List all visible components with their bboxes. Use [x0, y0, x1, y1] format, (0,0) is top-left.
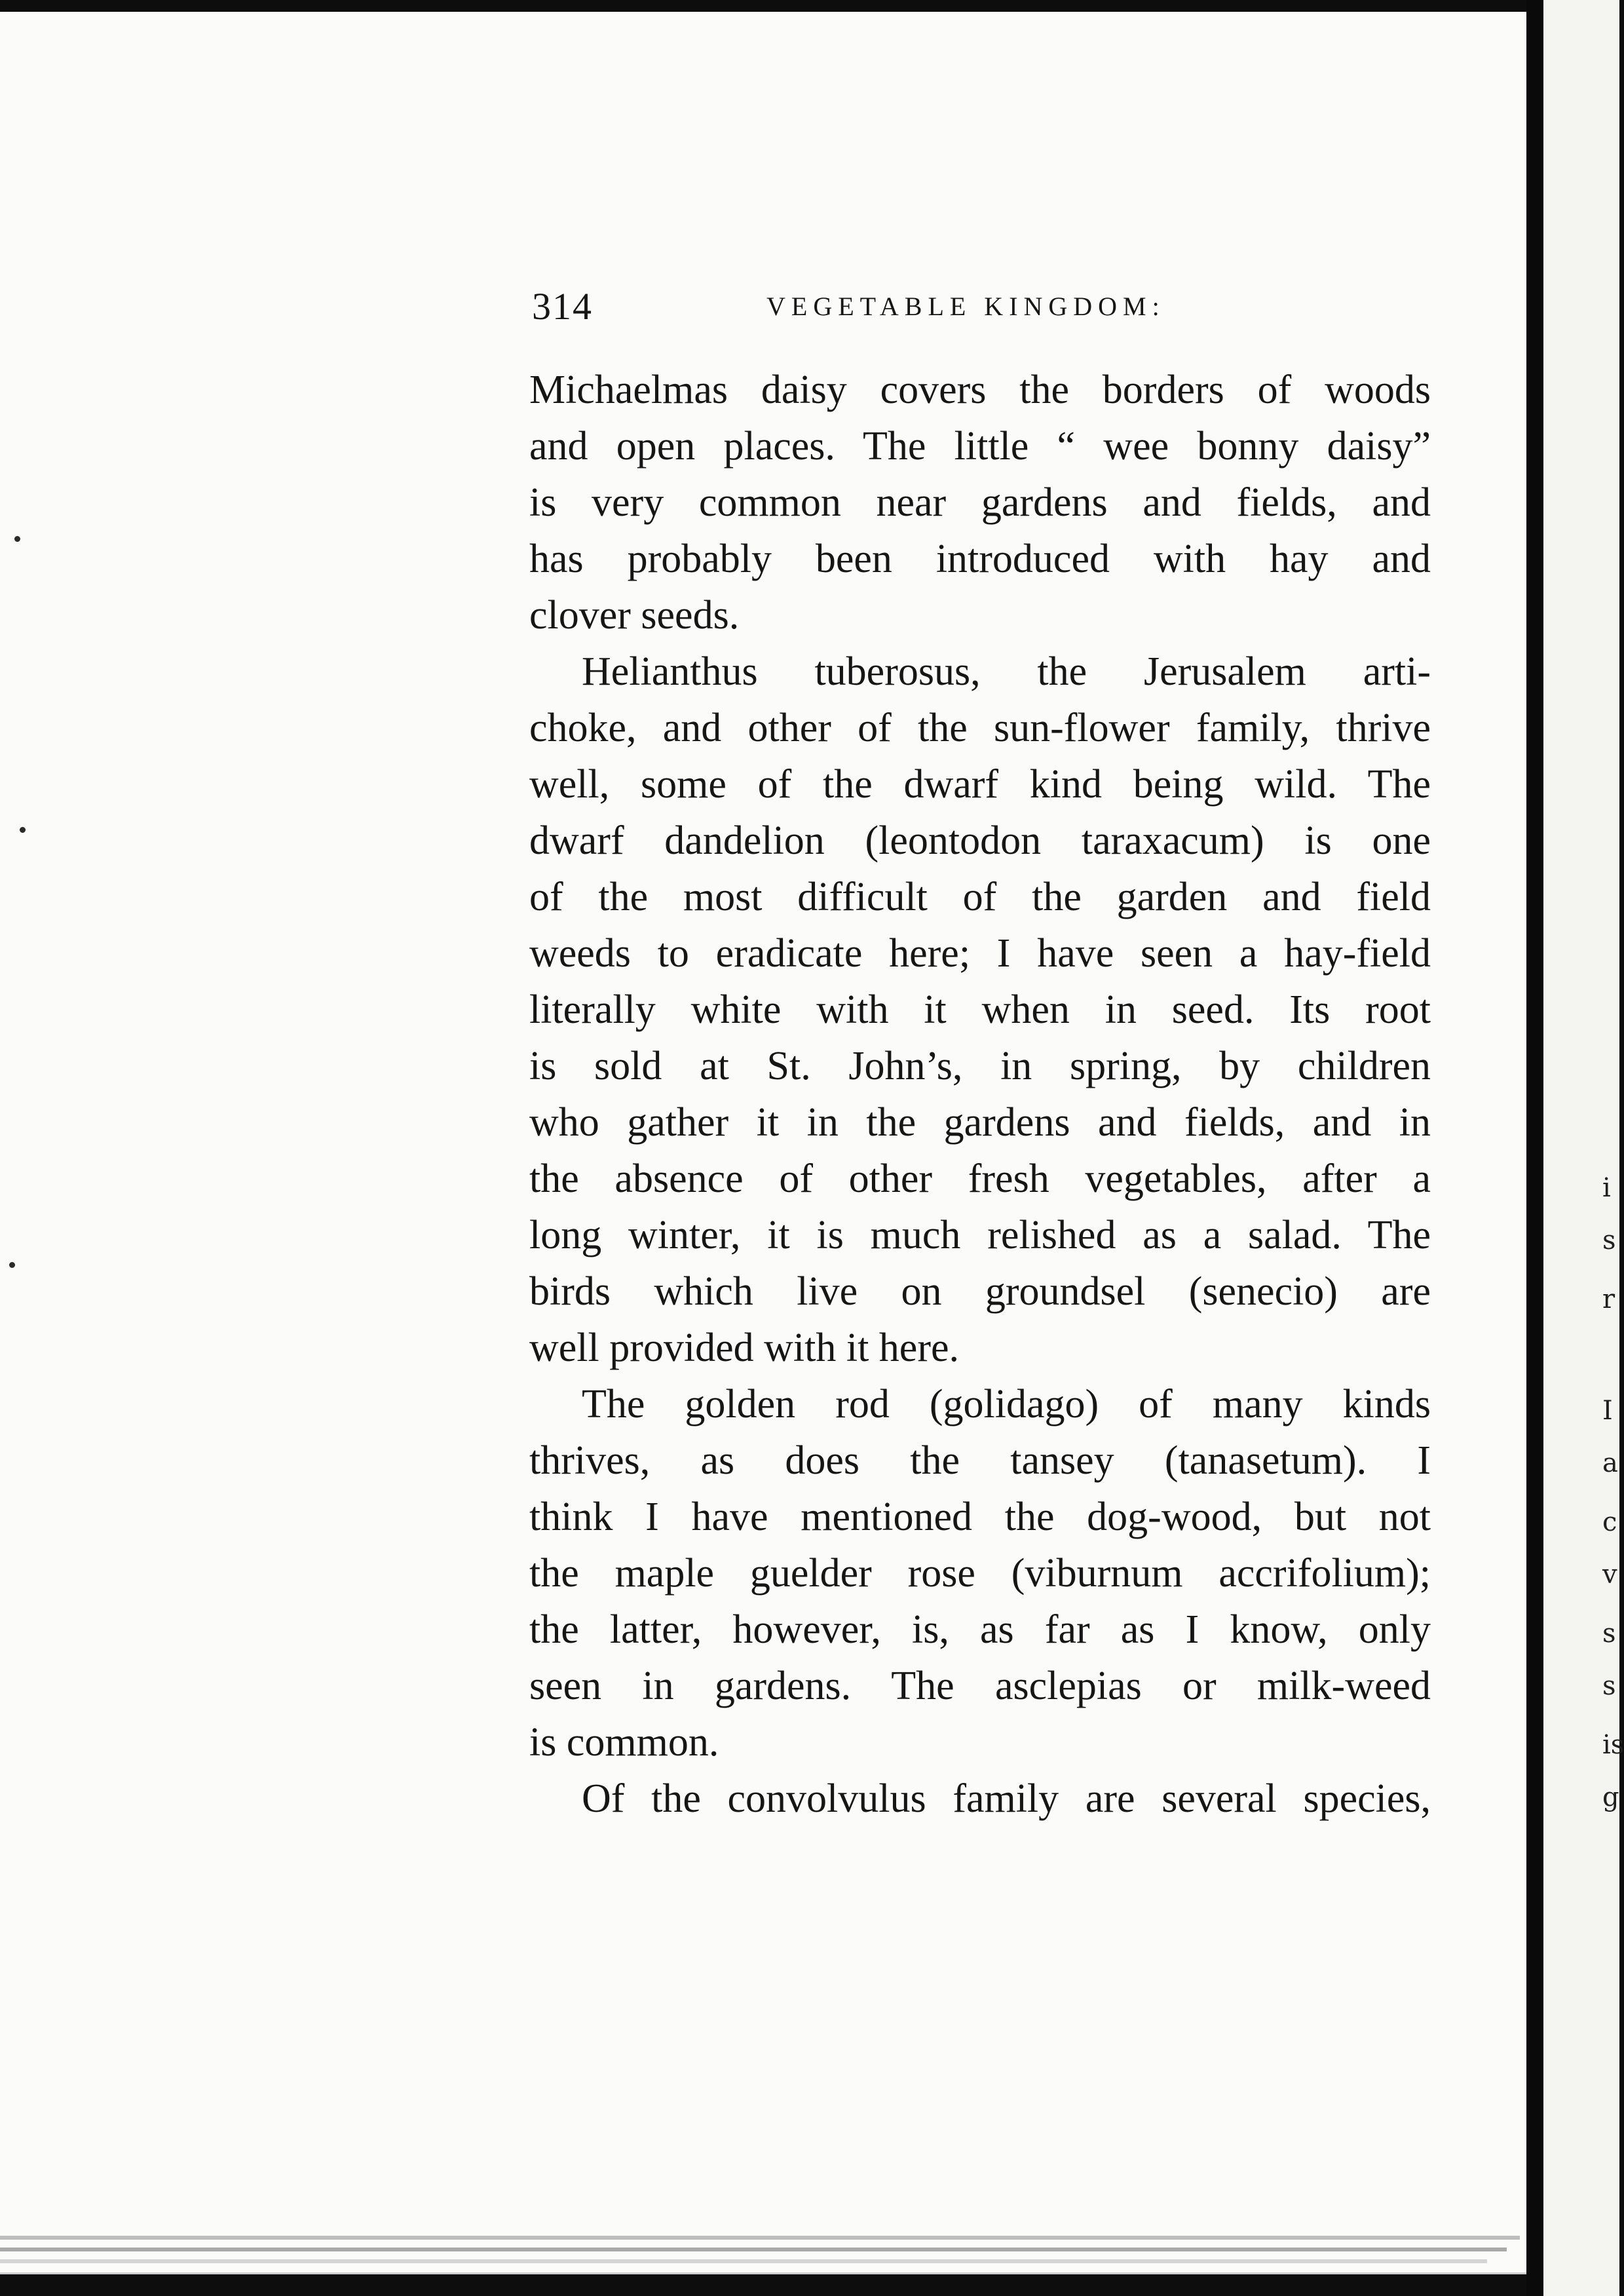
- book-gutter: [1526, 0, 1543, 2296]
- facing-page-edge: [1543, 0, 1619, 2296]
- text-line: birds which live on groundsel (senecio) are: [529, 1269, 1431, 1314]
- text-line: dwarf dandelion (leontodon taraxacum) is one: [529, 818, 1431, 863]
- page-number: 314: [532, 285, 593, 328]
- book-page: [0, 12, 1526, 2274]
- text-line: The golden rod (golidago) of many kinds: [582, 1382, 1431, 1426]
- facing-page-glyph: is: [1602, 1730, 1624, 1760]
- text-line: the latter, however, is, as far as I know, only: [529, 1607, 1431, 1652]
- facing-page-glyph: v: [1602, 1559, 1617, 1590]
- text-line: thrives, as does the tansey (tanasetum). I: [529, 1438, 1431, 1483]
- body-text: [529, 362, 1431, 1827]
- text-line: is common.: [529, 1720, 719, 1765]
- running-head: [532, 284, 1449, 330]
- facing-page-glyph: s: [1602, 1618, 1616, 1649]
- text-line: think I have mentioned the dog-wood, but not: [529, 1495, 1431, 1539]
- margin-speck: [9, 1262, 15, 1268]
- text-line: choke, and other of the sun-flower family, thrive: [529, 706, 1431, 750]
- page-edge: [0, 2259, 1487, 2263]
- facing-page-glyph: r: [1602, 1284, 1615, 1314]
- facing-page-glyph: c: [1602, 1507, 1617, 1537]
- text-line: is very common near gardens and fields, and: [529, 480, 1431, 525]
- text-line: well, some of the dwarf kind being wild. The: [529, 762, 1431, 807]
- facing-page-glyph: s: [1602, 1671, 1616, 1701]
- running-head-title: VEGETABLE KINGDOM:: [766, 292, 1165, 321]
- facing-page-glyph: i: [1602, 1173, 1611, 1203]
- page-edge: [0, 2236, 1520, 2240]
- facing-page-glyph: I: [1602, 1396, 1613, 1426]
- text-line: long winter, it is much relished as a salad. The: [529, 1213, 1431, 1257]
- text-line: seen in gardens. The asclepias or milk-weed: [529, 1664, 1431, 1708]
- text-line: who gather it in the gardens and fields, and in: [529, 1100, 1431, 1145]
- text-line: Helianthus tuberosus, the Jerusalem arti-: [582, 649, 1431, 694]
- margin-speck: [14, 536, 20, 542]
- text-line: Michaelmas daisy covers the borders of woods: [529, 368, 1431, 412]
- text-line: is sold at St. John’s, in spring, by children: [529, 1044, 1431, 1088]
- facing-page-glyph: a: [1602, 1448, 1618, 1478]
- facing-page-glyph: s: [1602, 1225, 1616, 1255]
- text-line: literally white with it when in seed. Its root: [529, 987, 1431, 1032]
- text-line: has probably been introduced with hay and: [529, 537, 1431, 581]
- margin-speck: [20, 827, 26, 833]
- text-line: well provided with it here.: [529, 1326, 959, 1370]
- text-line: clover seeds.: [529, 593, 740, 638]
- text-line: of the most difficult of the garden and field: [529, 875, 1431, 919]
- text-line: the absence of other fresh vegetables, after a: [529, 1157, 1431, 1201]
- text-line: and open places. The little “ wee bonny daisy”: [529, 424, 1431, 469]
- text-line: weeds to eradicate here; I have seen a hay-field: [529, 931, 1431, 976]
- facing-page-glyph: g: [1602, 1782, 1619, 1812]
- page-edge: [0, 2248, 1507, 2251]
- text-line: the maple guelder rose (viburnum accrifolium);: [529, 1551, 1431, 1596]
- text-line: Of the convolvulus family are several species,: [582, 1776, 1431, 1821]
